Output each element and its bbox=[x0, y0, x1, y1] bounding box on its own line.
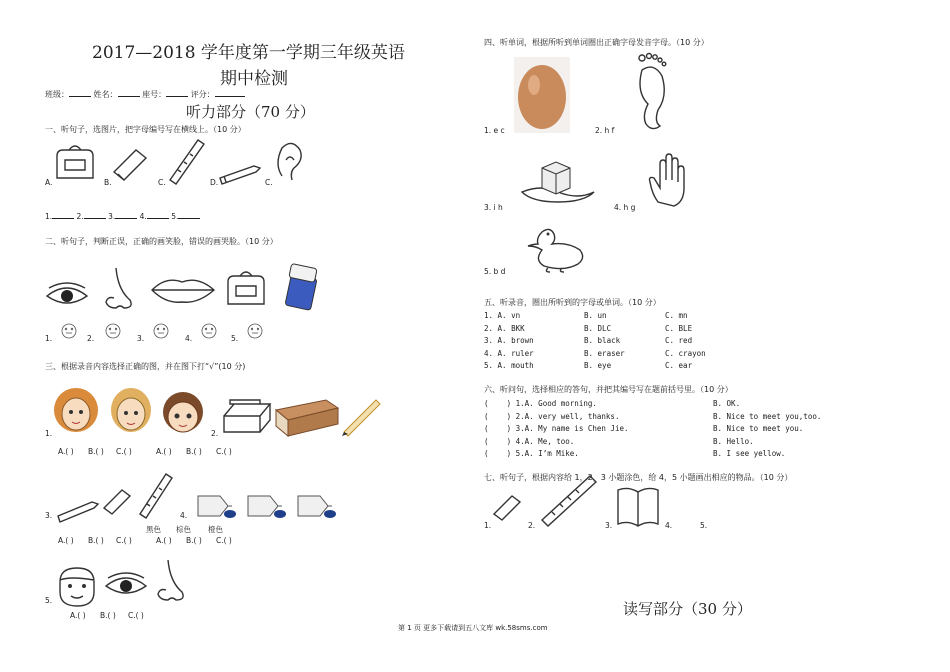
s3-options-row-1 bbox=[58, 447, 248, 459]
s3-q1-number: 1. bbox=[45, 429, 53, 438]
writing-heading: 读写部分（30 分） bbox=[623, 600, 752, 618]
option-box[interactable]: A.( ) bbox=[156, 536, 172, 545]
option-box[interactable]: C.( ) bbox=[128, 611, 144, 620]
eraser-icon bbox=[280, 262, 324, 314]
listening-heading: 听力部分（70 分） bbox=[186, 103, 315, 121]
s5-list bbox=[484, 311, 764, 374]
mouth-icon bbox=[150, 276, 216, 306]
pencil-box-icon bbox=[220, 398, 270, 436]
s3-q3-number: 3. bbox=[45, 511, 53, 520]
s3-options-row-3 bbox=[70, 611, 160, 623]
pen-icon bbox=[340, 396, 384, 436]
section-2-heading: 二、听句子，判断正误，正确的画笑脸，错误的画哭脸。（10 分） bbox=[45, 237, 278, 246]
book-icon bbox=[272, 396, 340, 436]
egg-icon bbox=[514, 57, 570, 133]
eraser-icon bbox=[100, 484, 134, 518]
foot-icon bbox=[628, 50, 672, 130]
s1-answer-3[interactable] bbox=[115, 211, 137, 219]
option-box[interactable]: A.( ) bbox=[58, 447, 74, 456]
option-box[interactable]: A.( ) bbox=[156, 447, 172, 456]
list-item[interactable]: ( ) 2.A. very well, thanks. B. Nice to meet you,too. bbox=[484, 411, 822, 421]
list-item: 4. A. ruler B. eraser C. crayon bbox=[484, 348, 706, 358]
class-label: 班级： bbox=[45, 90, 69, 99]
list-item[interactable]: ( ) 4.A. Me, too. B. Hello. bbox=[484, 436, 754, 446]
section-5-heading: 五、听录音，圈出所听到的字母或单词。（10 分） bbox=[484, 298, 661, 307]
section-4-heading: 四、听单词，根据所听到单词圈出正确字母发音字母。（10 分） bbox=[484, 38, 709, 47]
duck-icon bbox=[528, 224, 590, 274]
name-field[interactable] bbox=[118, 89, 140, 97]
s3-q2-number: 2. bbox=[211, 429, 219, 438]
ruler-icon bbox=[136, 470, 176, 520]
hand-icon bbox=[648, 150, 694, 206]
girl-face-icon bbox=[108, 386, 154, 438]
option-box[interactable]: C.( ) bbox=[216, 447, 232, 456]
s3-options-row-2 bbox=[58, 536, 248, 548]
s7-numbers: 1. 2. 3. 4. 5. bbox=[484, 521, 708, 530]
seat-label: 座号： bbox=[142, 90, 167, 99]
student-info-row bbox=[45, 89, 245, 100]
option-box[interactable]: C.( ) bbox=[116, 447, 132, 456]
s3-q4-number: 4. bbox=[180, 511, 188, 520]
pencil-icon bbox=[216, 162, 262, 182]
s6-list bbox=[484, 399, 844, 462]
ear-icon bbox=[274, 140, 304, 184]
page-subtitle: 期中检测 bbox=[220, 69, 288, 89]
option-box[interactable]: C.( ) bbox=[116, 536, 132, 545]
option-box[interactable]: B.( ) bbox=[186, 447, 202, 456]
s1-answer-4[interactable] bbox=[147, 211, 169, 219]
section-3-heading: 三、根据录音内容选择正确的图，并在图下打“√”(10 分) bbox=[45, 362, 246, 371]
boy-face-icon bbox=[160, 390, 206, 436]
s1-label-d: D. bbox=[210, 178, 219, 187]
list-item[interactable]: ( ) 5.A. I’m Mike. B. I see yellow. bbox=[484, 449, 786, 458]
s1-label-e: C. bbox=[265, 178, 273, 187]
ruler-icon[interactable] bbox=[538, 472, 600, 528]
s1-answer-row: 1. 2. 3. 4. 5. bbox=[45, 211, 200, 221]
s4-item-4: 4. h g bbox=[614, 203, 636, 212]
section-7-heading: 七、听句子，根据内容给 1，2，3 小题涂色，给 4，5 小题画出相应的物品。（10 分） bbox=[484, 473, 793, 482]
score-label: 评分： bbox=[190, 90, 215, 99]
ruler-icon bbox=[166, 136, 206, 186]
list-item: 1. A. vn B. un C. mn bbox=[484, 311, 688, 320]
score-field[interactable] bbox=[215, 89, 245, 97]
s3-color-labels: 黑色 棕色 橙色 bbox=[146, 525, 223, 534]
smiley-icon[interactable] bbox=[60, 322, 290, 340]
nose-icon bbox=[100, 266, 136, 314]
pencil-icon bbox=[54, 498, 100, 520]
boy-face-icon bbox=[54, 566, 100, 610]
section-1-heading: 一、听句子，选图片，把字母编号写在横线上。（10 分） bbox=[45, 125, 246, 134]
s4-item-1: 1. e c bbox=[484, 126, 505, 135]
eraser-icon bbox=[110, 146, 150, 184]
s1-answer-5[interactable] bbox=[178, 211, 200, 219]
seat-field[interactable] bbox=[166, 89, 188, 97]
paint-tube-icon bbox=[194, 490, 344, 524]
s4-item-5: 5. b d bbox=[484, 267, 506, 276]
name-label: 姓名： bbox=[93, 90, 118, 99]
s4-item-2: 2. h f bbox=[595, 126, 615, 135]
s1-label-b: B. bbox=[104, 178, 112, 187]
page-title: 2017—2018 学年度第一学期三年级英语 bbox=[92, 43, 405, 63]
class-field[interactable] bbox=[69, 89, 91, 97]
list-item: 5. A. mouth B. eye C. ear bbox=[484, 361, 693, 370]
section-6-heading: 六、听问句，选择相应的答句，并把其编号写在题前括号里。（10 分） bbox=[484, 385, 733, 394]
s1-answer-1[interactable] bbox=[52, 211, 74, 219]
bag-icon bbox=[55, 142, 100, 184]
s1-label-c: C. bbox=[158, 178, 166, 187]
page-footer: 第 1 页 更多下载请到五八文库 wk.58sms.com bbox=[398, 624, 548, 632]
s4-item-3: 3. i h bbox=[484, 203, 503, 212]
s1-answer-2[interactable] bbox=[84, 211, 106, 219]
option-box[interactable]: C.( ) bbox=[216, 536, 232, 545]
girl-face-icon bbox=[52, 386, 100, 438]
list-item[interactable]: ( ) 3.A. My name is Chen Jie. B. Nice to meet you. bbox=[484, 424, 804, 433]
list-item: 2. A. BKK B. DLC C. BLE bbox=[484, 323, 693, 333]
option-box[interactable]: B.( ) bbox=[186, 536, 202, 545]
ice-icon bbox=[520, 158, 596, 204]
s1-label-a: A. bbox=[45, 178, 53, 187]
eye-icon bbox=[45, 282, 89, 308]
option-box[interactable]: A.( ) bbox=[70, 611, 86, 620]
list-item[interactable]: ( ) 1.A. Good morning. B. OK. bbox=[484, 399, 741, 408]
eraser-icon[interactable] bbox=[490, 488, 526, 524]
option-box[interactable]: B.( ) bbox=[88, 536, 104, 545]
list-item: 3. A. brown B. black C. red bbox=[484, 336, 693, 345]
nose-icon bbox=[152, 558, 188, 606]
option-box[interactable]: B.( ) bbox=[88, 447, 104, 456]
s3-q5-number: 5. bbox=[45, 596, 53, 605]
bag-icon bbox=[226, 268, 270, 310]
option-box[interactable]: B.( ) bbox=[100, 611, 116, 620]
eye-icon bbox=[104, 572, 148, 598]
option-box[interactable]: A.( ) bbox=[58, 536, 74, 545]
